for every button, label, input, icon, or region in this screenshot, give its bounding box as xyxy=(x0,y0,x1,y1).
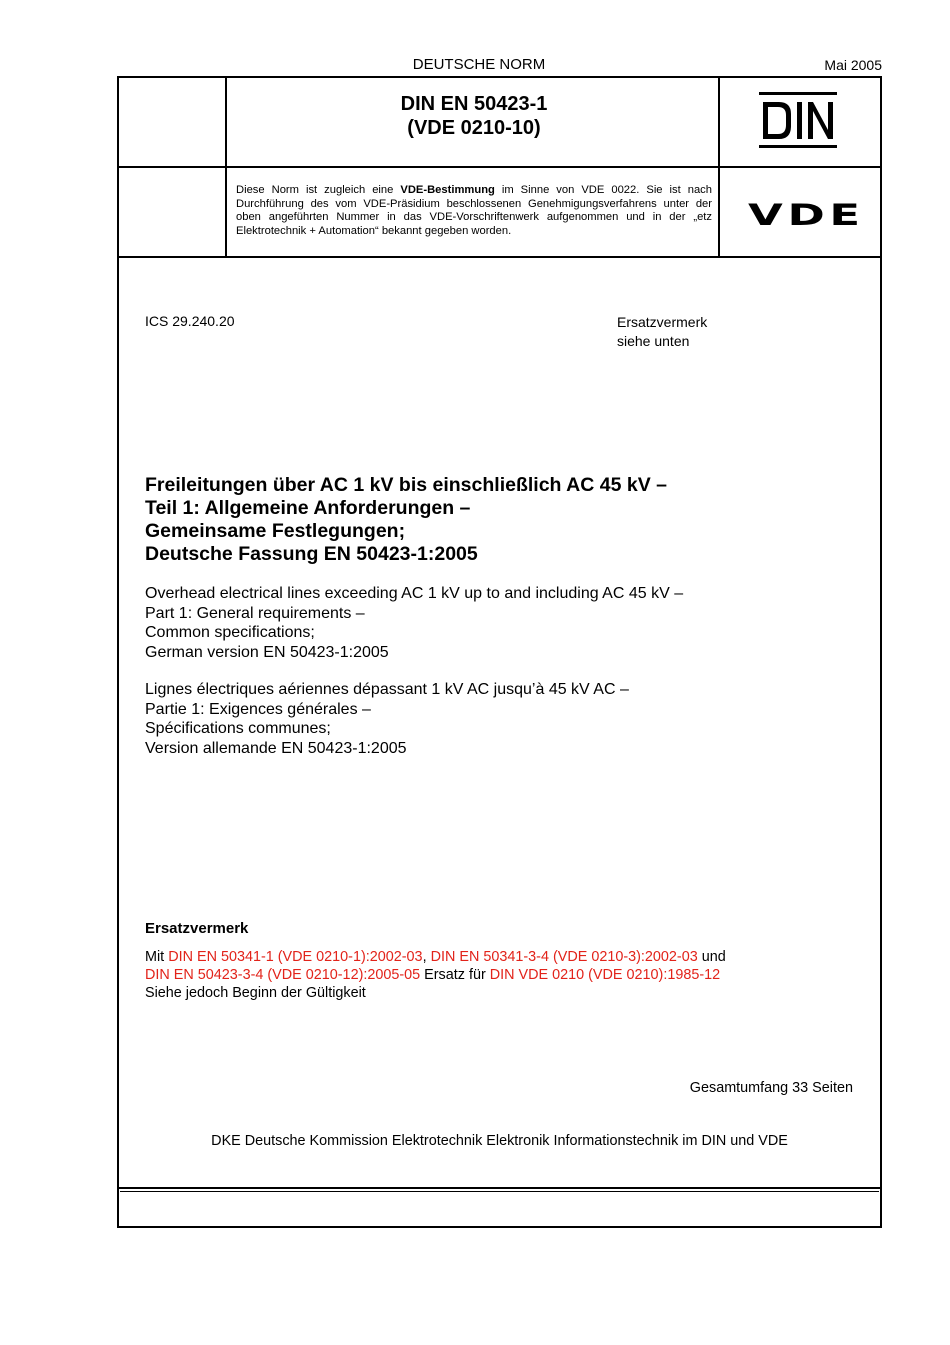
ersatz-text: , xyxy=(422,949,431,965)
ersatzvermerk-heading: Ersatzvermerk xyxy=(145,920,249,937)
title-line: Version allemande EN 50423-1:2005 xyxy=(145,739,407,757)
divider xyxy=(117,166,882,168)
title-line: Gemeinsame Festlegungen; xyxy=(145,520,406,542)
divider xyxy=(117,256,882,258)
page-count: Gesamtumfang 33 Seiten xyxy=(689,1080,853,1096)
ics-code: ICS 29.240.20 xyxy=(145,313,235,329)
title-line: Overhead electrical lines exceeding AC 1 kV up to and including AC 45 kV – xyxy=(145,585,684,602)
ersatzvermerk-body xyxy=(145,948,726,1002)
document-type: DEUTSCHE NORM xyxy=(412,56,546,73)
footer-box xyxy=(120,1191,879,1226)
vde-logo: VDE xyxy=(748,198,865,232)
notice-text: Diese Norm ist zugleich eine xyxy=(236,184,401,196)
divider xyxy=(117,1187,882,1189)
publisher: DKE Deutsche Kommission Elektrotechnik Elektronik Informationstechnik im DIN und VDE xyxy=(211,1133,788,1149)
title-french xyxy=(145,680,629,758)
title-english xyxy=(145,584,683,662)
title-line: German version EN 50423-1:2005 xyxy=(145,643,389,661)
vde-notice xyxy=(236,184,712,239)
issue-date: Mai 2005 xyxy=(824,57,882,73)
vde-number: (VDE 0210-10) xyxy=(407,117,541,139)
ersatz-text: und xyxy=(697,949,726,965)
ersatz-reference xyxy=(617,313,707,351)
title-line: Partie 1: Exigences générales – xyxy=(145,700,371,718)
standard-number xyxy=(228,92,720,140)
title-line: Teil 1: Allgemeine Anforderungen – xyxy=(145,497,471,519)
din-logo xyxy=(757,92,841,150)
ersatz-reference-line: siehe unten xyxy=(617,333,690,349)
title-line: Deutsche Fassung EN 50423-1:2005 xyxy=(145,543,478,565)
reference-link[interactable]: DIN VDE 0210 (VDE 0210):1985-12 xyxy=(489,967,721,983)
title-line: Freileitungen über AC 1 kV bis einschließlich AC 45 kV – xyxy=(145,474,667,496)
reference-link[interactable]: DIN EN 50341-3-4 (VDE 0210-3):2002-03 xyxy=(430,949,698,965)
notice-text: im Sinne von VDE 0022. Sie ist nach Durchführung des vom VDE-Präsidium beschlossenen Genehmigungsverfahrens unter der oben angeführten Nummer in das VDE-Vorschriftenwerk aufgenommen und in der „etz Elektrotechnik + Automation“ bekannt gegeben worden. xyxy=(236,184,712,238)
title-line: Common specifications; xyxy=(145,624,315,641)
reference-link[interactable]: DIN EN 50423-3-4 (VDE 0210-12):2005-05 xyxy=(145,967,421,983)
title-line: Spécifications communes; xyxy=(145,720,331,737)
ersatz-text: Mit xyxy=(145,949,169,965)
ersatz-text: Ersatz für xyxy=(420,967,490,983)
title-line: Lignes électriques aériennes dépassant 1 kV AC jusqu’à 45 kV AC – xyxy=(145,681,629,698)
title-german xyxy=(145,474,667,566)
notice-bold: VDE-Bestimmung xyxy=(400,184,495,196)
reference-link[interactable]: DIN EN 50341-1 (VDE 0210-1):2002-03 xyxy=(168,949,423,965)
ersatz-reference-line: Ersatzvermerk xyxy=(617,314,708,330)
validity-note: Siehe jedoch Beginn der Gültigkeit xyxy=(145,985,366,1001)
title-line: Part 1: General requirements – xyxy=(145,604,365,622)
din-number: DIN EN 50423-1 xyxy=(400,93,548,115)
divider xyxy=(225,76,227,258)
